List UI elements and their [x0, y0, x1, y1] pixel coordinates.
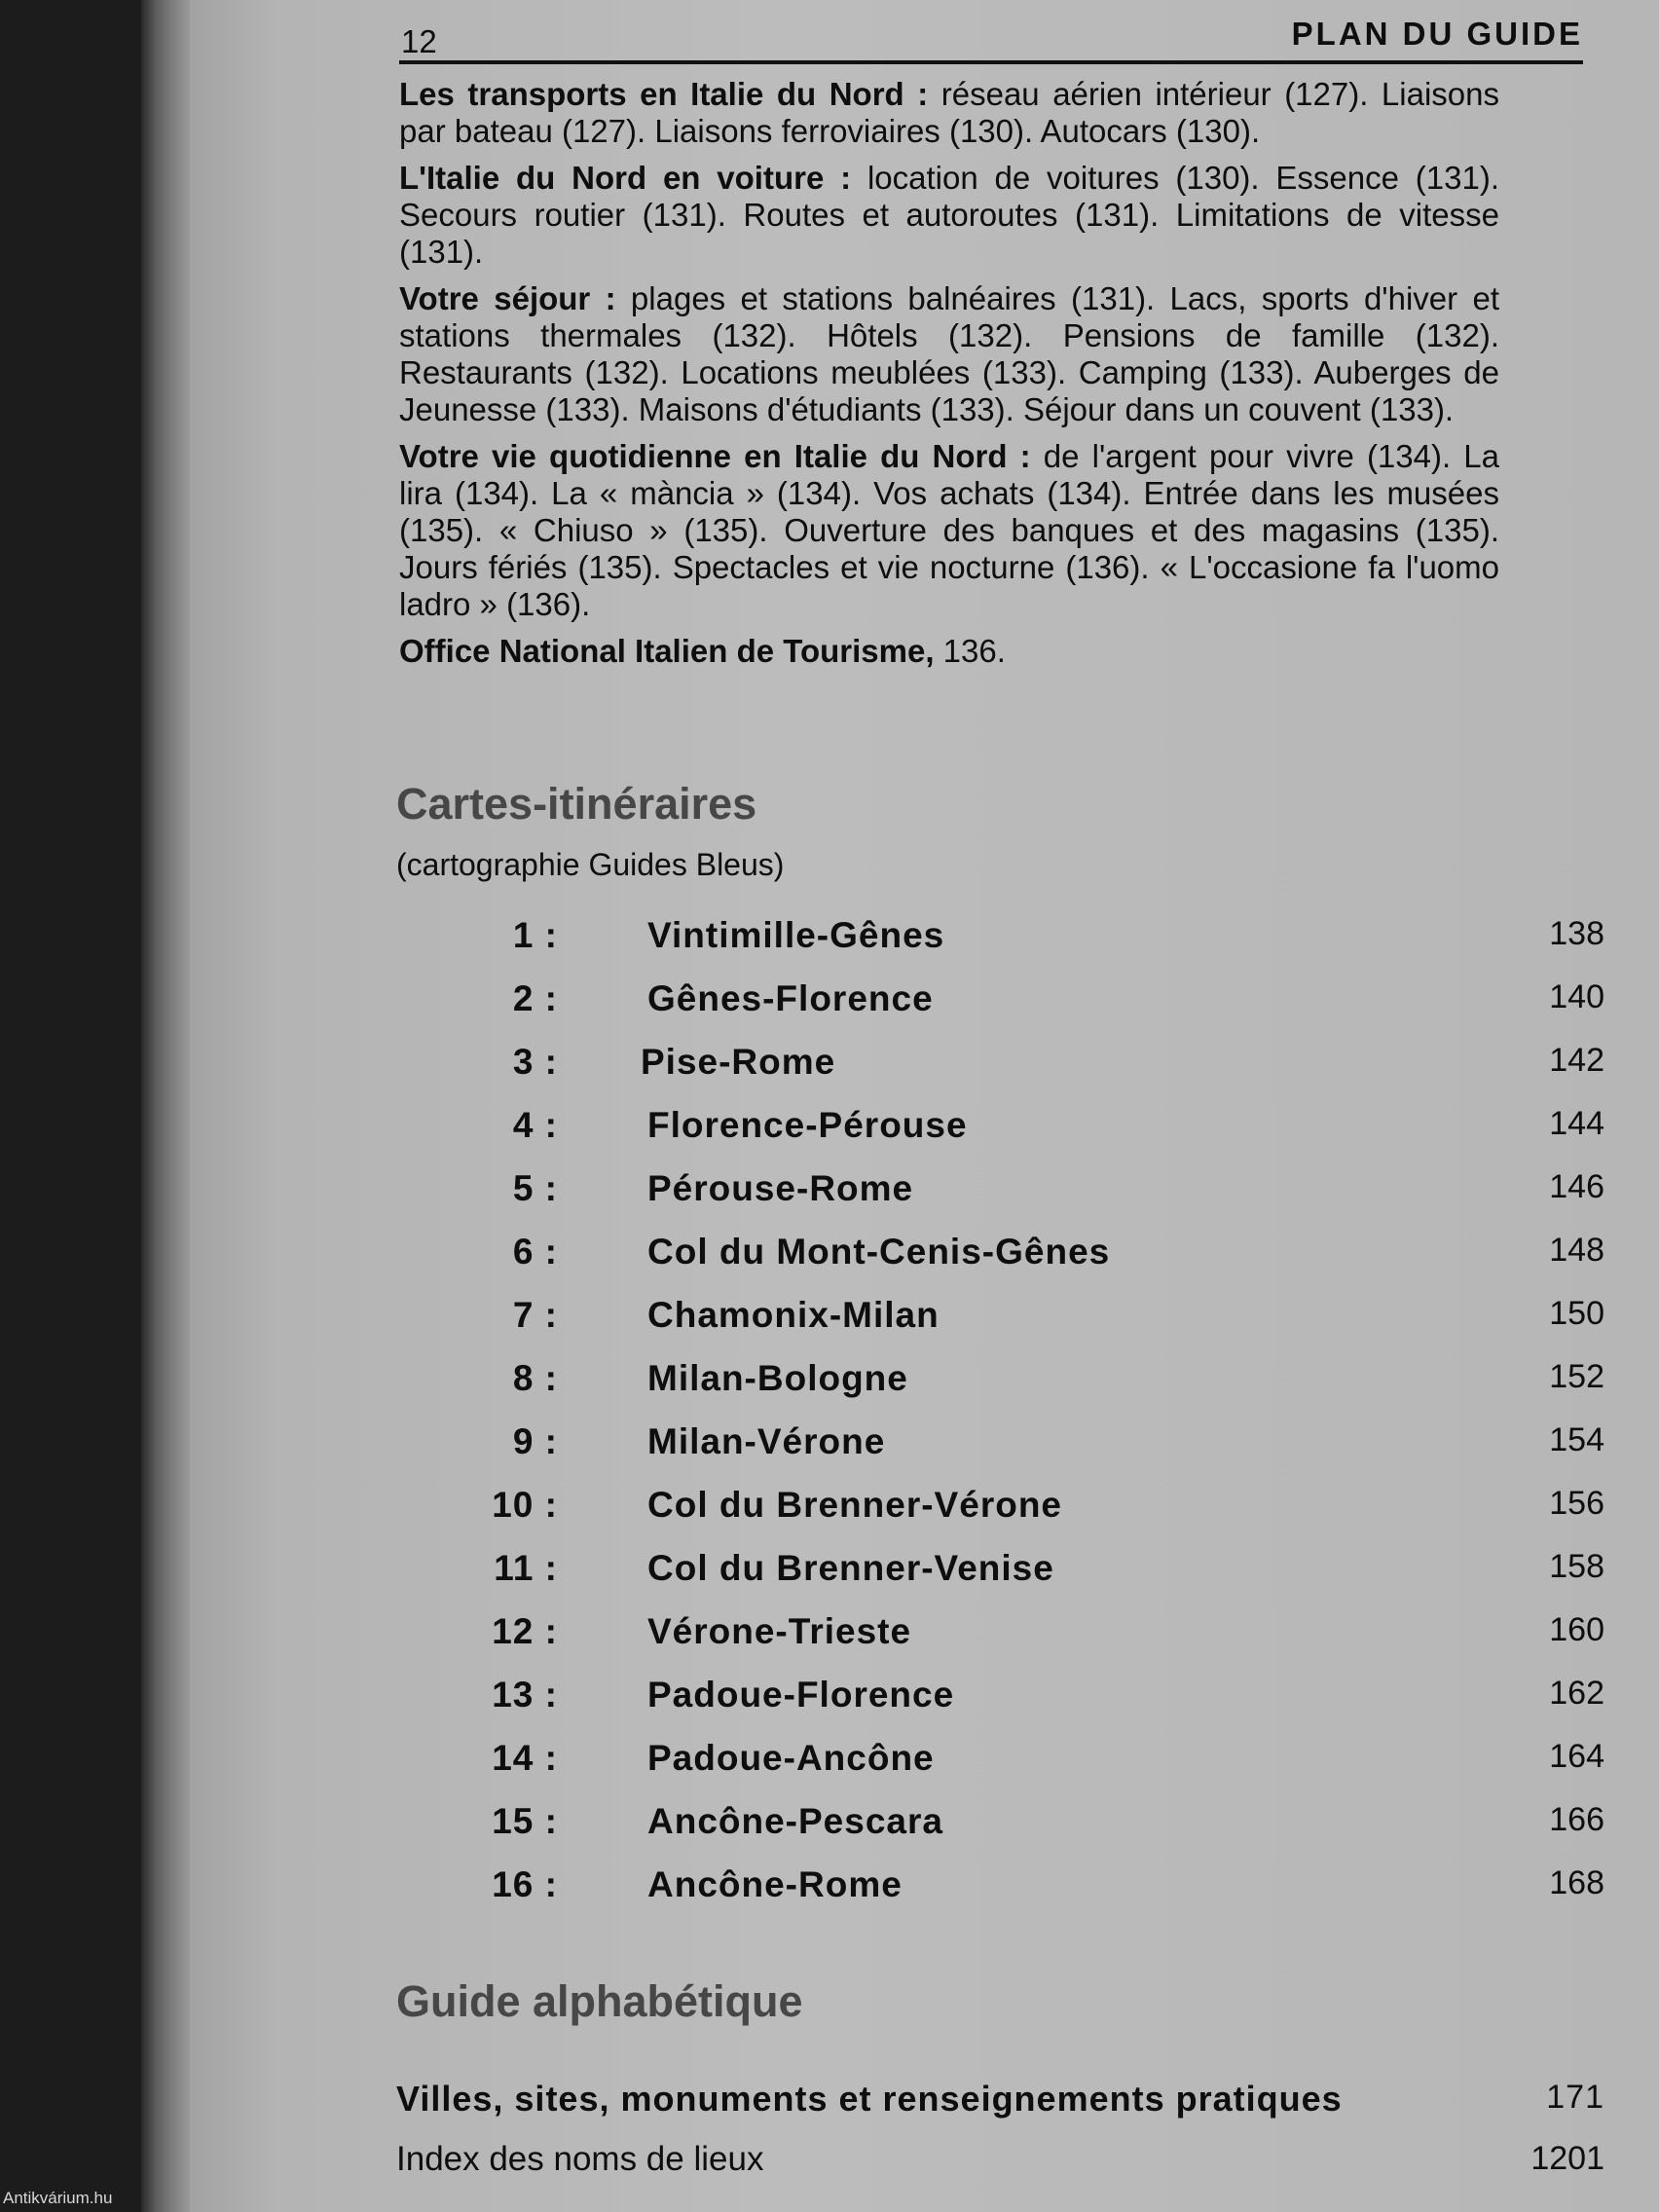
- route-number: 5 :: [512, 1168, 558, 1208]
- route-row: [389, 1105, 1604, 1168]
- route-name: Padoue-Florence: [647, 1675, 955, 1714]
- route-number: 16 :: [492, 1864, 558, 1904]
- route-number: 1 :: [512, 915, 558, 955]
- paragraph-heading: L'Italie du Nord en voiture :: [399, 160, 852, 196]
- alpha-index-page: 1201: [1530, 2140, 1604, 2177]
- route-number: 6 :: [512, 1232, 558, 1272]
- paragraph-office-tourisme: [399, 633, 1499, 670]
- route-page: 166: [1549, 1801, 1604, 1838]
- route-page: 156: [1549, 1485, 1604, 1522]
- route-page: 142: [1549, 1042, 1604, 1079]
- paragraph-voiture: [399, 160, 1499, 271]
- route-page: 146: [1549, 1168, 1604, 1205]
- route-name: Vérone-Trieste: [647, 1611, 912, 1651]
- route-page: 162: [1549, 1675, 1604, 1712]
- paragraph-text: location de voitures (130). Essence (131). Secours routier (131). Routes et autoroutes (131). Limitations de vitesse (131).: [399, 160, 1500, 270]
- route-name: Ancône-Pescara: [647, 1801, 943, 1841]
- route-number: 2 :: [512, 978, 558, 1018]
- route-page: 138: [1549, 915, 1604, 952]
- route-name: Vintimille-Gênes: [647, 915, 945, 955]
- route-page: 154: [1549, 1421, 1604, 1458]
- section-heading-cartes: Cartes-itinéraires: [396, 779, 757, 829]
- route-row: [389, 1864, 1604, 1928]
- route-number: 9 :: [512, 1421, 558, 1461]
- route-row: [389, 1295, 1604, 1358]
- route-page: 160: [1549, 1611, 1604, 1648]
- route-name: Col du Brenner-Vérone: [647, 1485, 1062, 1525]
- route-name: Gênes-Florence: [647, 978, 934, 1018]
- paragraph-sejour: [399, 280, 1499, 428]
- cartes-subtitle: (cartographie Guides Bleus): [396, 847, 785, 882]
- route-row: [389, 978, 1604, 1042]
- alpha-index-label: Index des noms de lieux: [396, 2140, 764, 2178]
- route-row: [389, 1738, 1604, 1801]
- route-row: [389, 1232, 1604, 1295]
- section-heading-alphabetique: Guide alphabétique: [396, 1976, 803, 2026]
- route-row: [389, 1358, 1604, 1421]
- book-spine-shadow: [0, 0, 141, 2212]
- paragraph-text: réseau aérien intérieur (127). Liaisons par bateau (127). Liaisons ferroviaires (130). Autocars (130).: [399, 76, 1500, 149]
- alpha-main-label: Villes, sites, monuments et renseignements pratiques: [396, 2079, 1343, 2119]
- route-name: Ancône-Rome: [647, 1864, 903, 1904]
- book-gutter: [141, 0, 190, 2212]
- route-name: Padoue-Ancône: [647, 1738, 935, 1778]
- paragraph-heading: Office National Italien de Tourisme,: [399, 633, 935, 669]
- contents-paragraphs: [399, 76, 1499, 680]
- paragraph-text: plages et stations balnéaires (131). Lacs, sports d'hiver et stations thermales (132). Hôtels (132). Pensions de famille (132). Restaurants (132). Locations meublées (133). Camping (133). Auberges de Jeunesse (133). Maisons d'étudiants (133). Séjour dans un couvent (133).: [399, 280, 1499, 427]
- route-name: Florence-Pérouse: [647, 1105, 968, 1145]
- watermark: Antikvárium.hu: [0, 2189, 115, 2208]
- route-name: Milan-Vérone: [647, 1421, 886, 1461]
- route-row: [389, 1801, 1604, 1864]
- route-number: 10 :: [492, 1485, 558, 1525]
- route-number: 15 :: [492, 1801, 558, 1841]
- route-page: 168: [1549, 1864, 1604, 1901]
- route-number: 14 :: [492, 1738, 558, 1778]
- route-number: 13 :: [492, 1675, 558, 1714]
- book-page: [190, 0, 1659, 2212]
- route-number: 3 :: [512, 1042, 558, 1082]
- route-list: [389, 915, 1604, 1928]
- paragraph-transports: [399, 76, 1499, 150]
- page-number: 12: [401, 23, 437, 59]
- route-page: 148: [1549, 1232, 1604, 1269]
- paragraph-heading: Votre vie quotidienne en Italie du Nord :: [399, 438, 1031, 474]
- route-row: [389, 1168, 1604, 1232]
- route-row: [389, 1485, 1604, 1548]
- route-page: 164: [1549, 1738, 1604, 1775]
- route-name: Pérouse-Rome: [647, 1168, 914, 1208]
- route-name: Milan-Bologne: [647, 1358, 908, 1398]
- paragraph-heading: Votre séjour :: [399, 280, 616, 316]
- route-row: [389, 1675, 1604, 1738]
- route-row: [389, 1611, 1604, 1675]
- route-name: Chamonix-Milan: [647, 1295, 940, 1335]
- route-row: [389, 1042, 1604, 1105]
- paragraph-heading: Les transports en Italie du Nord :: [399, 76, 929, 112]
- route-name: Col du Brenner-Venise: [647, 1548, 1054, 1588]
- route-number: 12 :: [492, 1611, 558, 1651]
- paragraph-vie-quotidienne: [399, 438, 1499, 623]
- route-page: 158: [1549, 1548, 1604, 1585]
- alpha-main-page: 171: [1546, 2079, 1604, 2116]
- route-row: [389, 915, 1604, 978]
- paragraph-text: de l'argent pour vivre (134). La lira (134). La « mància » (134). Vos achats (134). Entrée dans les musées (135). « Chiuso » (135). Ouverture des banques et des magasins (135). Jours fériés (135). Spectacles et vie nocturne (136). « L'occasione fa l'uomo ladro » (136).: [399, 438, 1499, 622]
- route-number: 11 :: [494, 1548, 558, 1588]
- route-page: 140: [1549, 978, 1604, 1015]
- route-name: Pise-Rome: [641, 1042, 836, 1082]
- running-head: PLAN DU GUIDE: [1291, 16, 1583, 52]
- route-page: 150: [1549, 1295, 1604, 1332]
- route-row: [389, 1548, 1604, 1611]
- route-row: [389, 1421, 1604, 1485]
- route-page: 144: [1549, 1105, 1604, 1142]
- paragraph-text: 136.: [934, 633, 1006, 669]
- route-number: 4 :: [512, 1105, 558, 1145]
- route-number: 8 :: [512, 1358, 558, 1398]
- route-name: Col du Mont-Cenis-Gênes: [647, 1232, 1111, 1272]
- route-page: 152: [1549, 1358, 1604, 1395]
- route-number: 7 :: [512, 1295, 558, 1335]
- header-rule: [399, 60, 1583, 64]
